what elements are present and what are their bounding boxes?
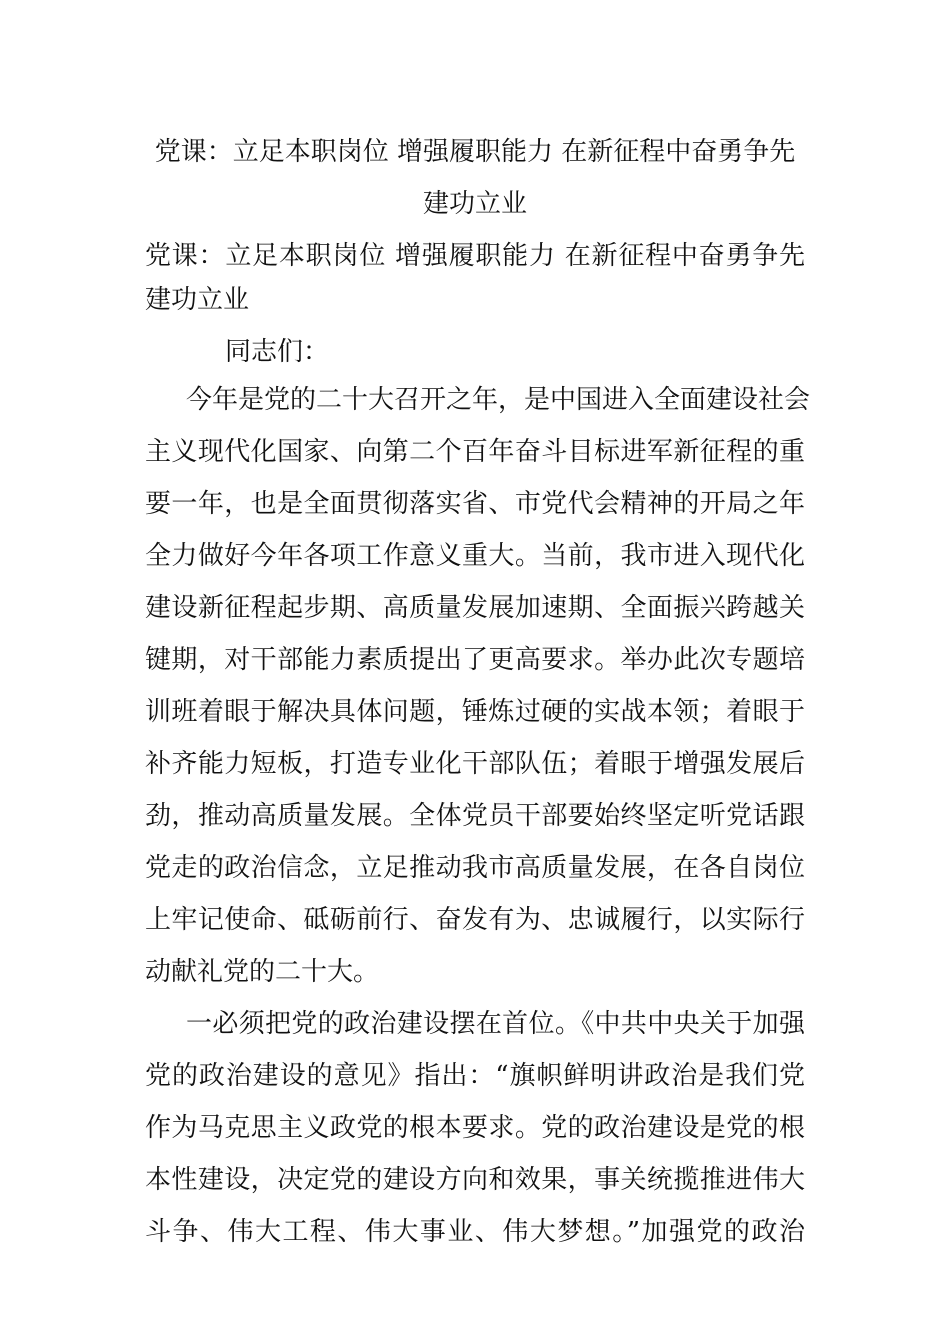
paragraph-2-line: 一必须把党的政治建设摆在首位。《中共中央关于加强 [186,1009,805,1039]
paragraph-1-line: 要一年，也是全面贯彻落实省、市党代会精神的开局之年 [145,489,805,519]
paragraph-1-line: 动献礼党的二十大。 [145,957,380,987]
subtitle-line: 党课：立足本职岗位 增强履职能力 在新征程中奋勇争先 [145,241,805,271]
subtitle-line: 建功立业 [145,285,250,315]
paragraph-2-line: 党的政治建设的意见》指出：“旗帜鲜明讲政治是我们党 [145,1061,805,1091]
paragraph-1-line: 建设新征程起步期、高质量发展加速期、全面振兴跨越关 [145,593,805,623]
paragraph-1-line: 键期，对干部能力素质提出了更高要求。举办此次专题培 [145,645,805,675]
paragraph-1-line: 上牢记使命、砥砺前行、奋发有为、忠诚履行，以实际行 [145,905,805,935]
paragraph-2-line: 斗争、伟大工程、伟大事业、伟大梦想。”加强党的政治 [145,1217,805,1247]
paragraph-2-line: 作为马克思主义政党的根本要求。党的政治建设是党的根 [145,1113,805,1143]
paragraph-1-line: 劲，推动高质量发展。全体党员干部要始终坚定听党话跟 [145,801,805,831]
paragraph-1-line: 党走的政治信念，立足推动我市高质量发展，在各自岗位 [145,853,805,883]
paragraph-2-line: 本性建设，决定党的建设方向和效果，事关统揽推进伟大 [145,1165,805,1195]
greeting: 同志们： [225,337,330,367]
paragraph-1-line: 全力做好今年各项工作意义重大。当前，我市进入现代化 [145,541,805,571]
paragraph-1-line: 今年是党的二十大召开之年，是中国进入全面建设社会 [186,385,811,415]
paragraph-1-line: 训班着眼于解决具体问题，锤炼过硬的实战本领；着眼于 [145,697,805,727]
paragraph-1-line: 补齐能力短板，打造专业化干部队伍；着眼于增强发展后 [145,749,805,779]
document-title-line-1: 党课：立足本职岗位 增强履职能力 在新征程中奋勇争先 [154,137,796,167]
paragraph-1-line: 主义现代化国家、向第二个百年奋斗目标进军新征程的重 [145,437,805,467]
document-title-line-2: 建功立业 [422,189,527,219]
